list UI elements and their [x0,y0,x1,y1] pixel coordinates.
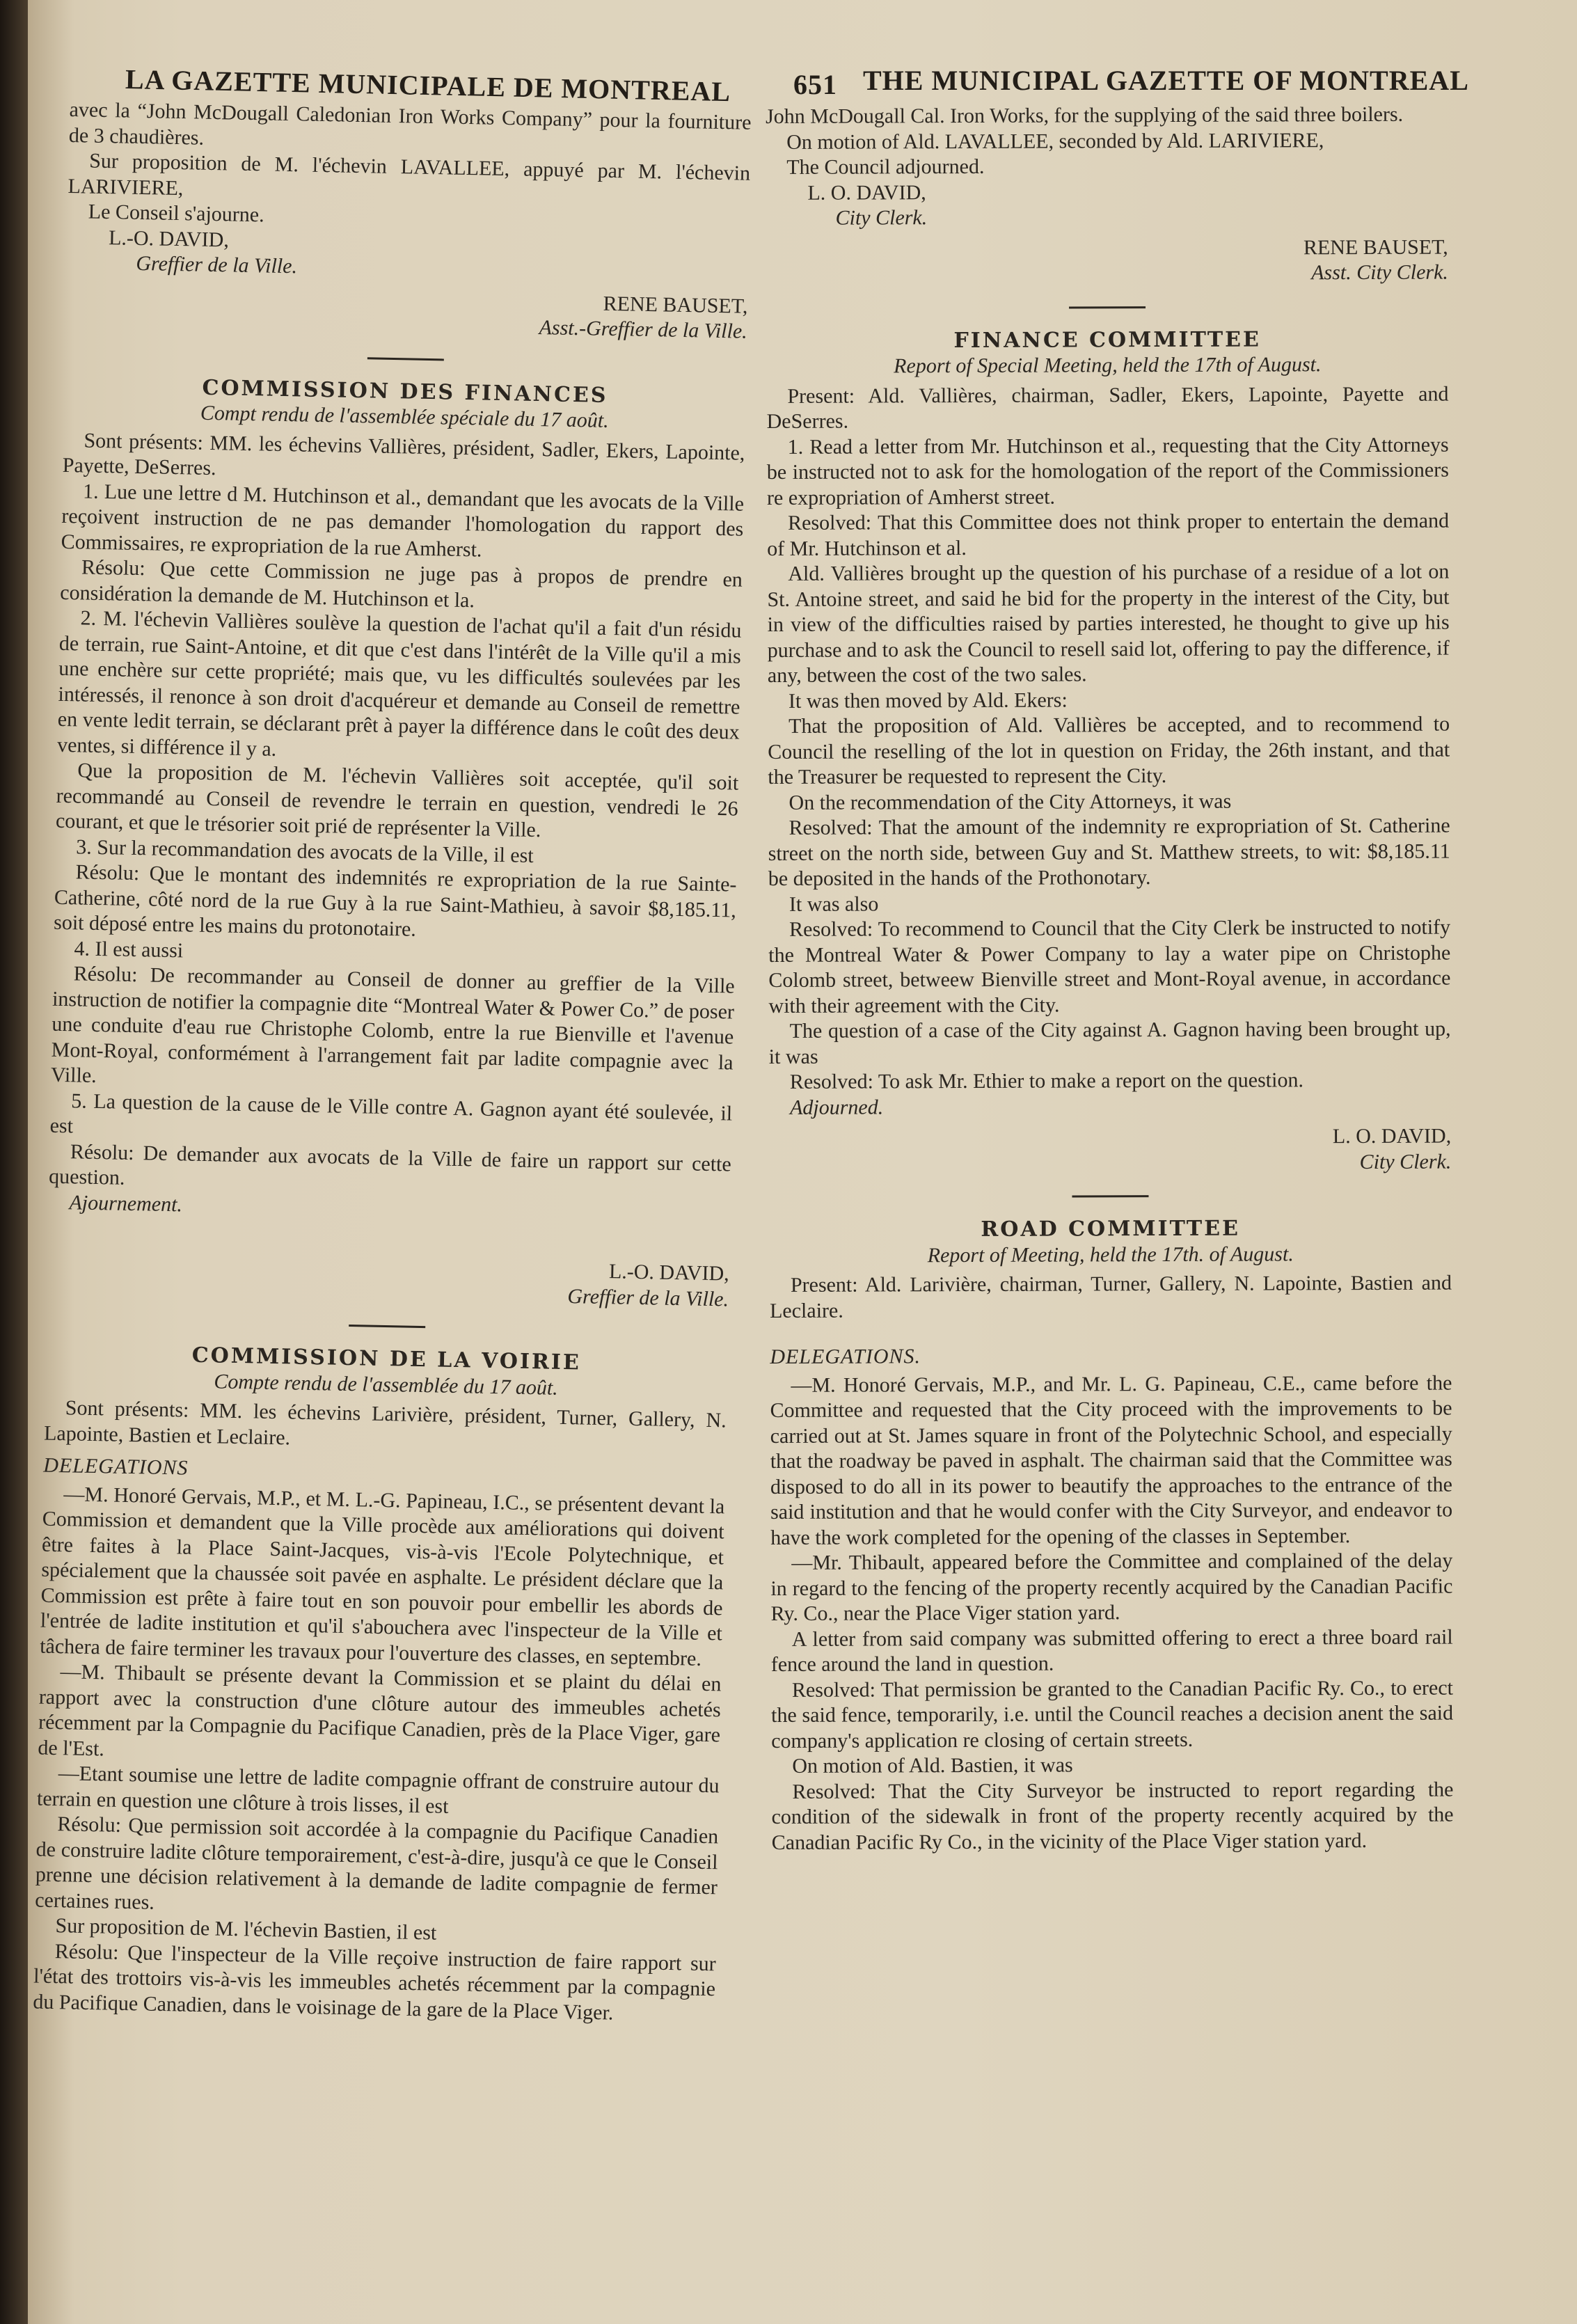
paragraph: Résolu: Que l'inspecteur de la Ville reçoive instruction de faire rapport sur l'état des trottoirs vis-à-vis les immeubles achetés récemment par la compagnie du Pacifique Canadien, dans le voisinage de la gare de la Place Viger. [33,1939,717,2025]
section-title: COMMISSION DE LA VOIRIE [191,1343,582,1375]
signature-clerk [47,1249,729,1313]
section-subtitle: Report of Meeting, held the 17th. of August. [927,1242,1294,1267]
paragraph: On motion of Ald. Bastien, it was [792,1753,1073,1778]
english-column [766,102,1454,1856]
paragraph: That the proposition of Ald. Vallières be accepted, and to recommend to Council the reselling of the lot in question on Friday, the 26th instant, and that the Treasurer be requested to represent the City. [768,712,1450,789]
paragraph: 2. M. l'échevin Vallières soulève la question de l'achat qu'il a fait d'un résidu de terrain, rue Saint-Antoine, et dit que c'est dans l'intérêt de la Ville qu'il a mis une enchère sur cette propriété; mais que, vu les difficultés soulevées par les intéressés, il renonce à son droit d'acquéreur et demande au Conseil de remettre en vente ledit terrain, se déclarant prêt à payer la différence dans le coût des deux ventes, si différence il y a. [56,606,742,761]
paragraph: Résolu: De recommander au Conseil de donner au greffier de la Ville instruction de notifier la compagnie dite “Montreal Water & Power Co.” de poser une conduite d'eau rue Christophe Colomb, entre la rue Bienville et l'avenue Mont-Royal, conformément à l'arrangement fait par ladite compagnie avec la Ville. [50,962,735,1087]
section-subtitle: Compt rendu de l'assemblée spéciale du 17 août. [200,401,609,432]
paragraph: Resolved: To ask Mr. Ethier to make a report on the question. [789,1068,1304,1093]
paragraph: 5. La question de la cause de le Ville contre A. Gagnon ayant été soulevée, il est [49,1089,733,1138]
page-number: 651 [793,69,837,100]
paragraph: Ald. Vallières brought up the question of his purchase of a residue of a lot on St. Antoine street, and said he bid for the property in the interest of the City, but in view of the difficulties raised by parties interested, he thought to give up his purchase and to ask the Council to resell said lot, offering to pay the difference, if any, between the cost of the two sales. [767,560,1450,687]
signature-title: City Clerk. [835,206,928,230]
paragraph: 4. Il est aussi [74,936,184,962]
signature-name: L. O. DAVID, [807,180,926,205]
section-divider [1072,1195,1148,1197]
paragraph: Resolved: To recommend to Council that the City Clerk be instructed to notify the Montreal Water & Power Company to lay a water pipe on Christophe Colomb street, betweew Bienville street and Mont-Royal avenue, in accordance with their agreement with the City. [768,915,1451,1018]
section-title: COMMISSION DES FINANCES [202,375,608,408]
paragraph: —Mr. Thibault, appeared before the Committee and complained of the delay in regard to the fencing of the property recently acquired by the Canadian Pacific Ry. Co., near the Place Viger station yard. [770,1549,1453,1625]
paragraph: 1. Read a letter from Mr. Hutchinson et al., requesting that the City Attorneys be instructed not to ask for the homologation of the report of the Commissioners re expropriation of Amherst street. [766,433,1449,509]
paragraph: Resolved: That this Committee does not think proper to entertain the demand of Mr. Hutchinson et al. [767,509,1450,560]
section-subtitle: Compte rendu de l'assemblée du 17 août. [214,1369,559,1400]
paragraph: Résolu: Que cette Commission ne juge pas à propos de prendre en considération la demande de M. Hutchinson et la. [60,555,743,612]
paragraph: 3. Sur la recommandation des avocats de la Ville, il est [76,835,534,867]
signature-clerk [807,178,1448,231]
paragraph: Résolu: De demander aux avocats de la Ville de faire un rapport sur cette question. [48,1139,732,1189]
section-title: ROAD COMMITTEE [981,1216,1240,1242]
section-divider [367,357,444,361]
header-french-title: LA GAZETTE MUNICIPALE DE MONTREAL [125,63,731,108]
signature-assistant-clerk [766,235,1448,287]
header-english-title: THE MUNICIPAL GAZETTE OF MONTREAL [863,65,1469,96]
paragraph: —M. Honoré Gervais, M.P., and Mr. L. G. Papineau, C.E., came before the Committee and requested that the City proceed with the improvements to be carried out at St. James square in front of the Polytechnic School, and especially that the roadway be paved in asphalt. The chairman said that the Committee was disposed to do all in its power to beautify the approaches to the entrance of the said institution and that he would confer with the City Surveyor, and endeavor to have the work completed for the opening of the classes in September. [770,1371,1453,1549]
paragraph: It was also [788,892,879,916]
delegations-heading: DELEGATIONS [42,1453,189,1480]
section-divider [1069,306,1146,308]
french-column [33,97,752,2027]
signature-title: Greffier de la Ville. [567,1284,729,1311]
paragraph: Résolu: Que permission soit accordée à la compagnie du Pacifique Canadien de construire ladite clôture temporairement, c'est-à-dire, jusqu'à ce que le Conseil prenne une décision relativement à la demande de ladite compagnie de fermer certaines rues. [34,1812,719,1914]
signature-name: RENE BAUSET, [603,292,748,318]
paragraph: Adjourned. [789,1095,884,1119]
gazette-page [28,0,1577,2324]
paragraph: John McDougall Cal. Iron Works, for the supplying of the said three boilers. [766,102,1404,128]
signature-title: Greffier de la Ville. [136,251,298,278]
book-gutter [0,0,28,2324]
paragraph: On motion of Ald. LAVALLEE, seconded by Ald. LARIVIERE, [786,128,1324,154]
paragraph: The Council adjourned. [786,155,985,179]
paragraph: On the recommendation of the City Attorneys, it was [788,789,1232,814]
paragraph: Resolved: That the City Surveyor be instructed to report regarding the condition of the sidewalk in front of the property recently acquired by the Canadian Pacific Ry Co., in the vicinity of the Place Viger station yard. [771,1778,1454,1854]
paragraph: —M. Honoré Gervais, M.P., et M. L.-G. Papineau, I.C., se présentent devant la Commission et demandent que la Ville procède aux améliorations qui doivent être faites à la Place Saint-Jacques, vis-à-vis l'Ecole Polytechnique, et spécialement que la chaussée soit pavée en asphalte. Le président déclare que la Commission est prête à faire tout en son pouvoir pour embellir les abords de l'entrée de ladite institution et qu'il s'abouchera avec l'inspecteur de la Ville et tâchera de faire terminer les travaux pour l'ouverture des classes, en septembre. [39,1482,725,1670]
signature-name: RENE BAUSET, [1303,235,1448,259]
paragraph: avec la “John McDougall Caledonian Iron Works Company” pour la fourniture de 3 chaudières. [68,97,752,150]
paragraph: Resolved: That the amount of the indemnity re expropriation of St. Catherine street on the north side, between Guy and St. Matthew streets, to wit: $8,185.11 be deposited in the hands of the Prothonotary. [768,814,1450,890]
signature-name: L. O. DAVID, [1332,1124,1452,1148]
paragraph: It was then moved by Ald. Ekers: [788,688,1068,713]
signature-title: Asst.-Greffier de la Ville. [539,316,748,343]
section-subtitle: Report of Special Meeting, held the 17th of August. [894,353,1322,378]
paragraph: Resolved: That permission be granted to the Canadian Pacific Ry. Co., to erect the said fence, temporarily, i.e. until the Council reaches a decision anent the said company's application re closing of certain streets. [771,1676,1454,1753]
paragraph: —Etant soumise une lettre de ladite compagnie offrant de construire autour du terrain en question une clôture à trois lisses, il est [36,1762,720,1818]
paragraph: Present: Ald. Larivière, chairman, Turner, Gallery, N. Lapointe, Bastien and Leclaire. [769,1271,1452,1322]
signature-name: L.-O. DAVID, [108,226,230,251]
paragraph: Le Conseil s'ajourne. [88,200,264,227]
paragraph: Que la proposition de M. l'échevin Vallières soit acceptée, qu'il soit recommandé au Conseil de revendre le terrain en question, vendredi le 26 courant, et que le trésorier soit prié de représenter la Ville. [55,759,739,842]
paragraph: Sont présents: MM. les échevins Vallières, président, Sadler, Ekers, Lapointe, Payette, DeSerres. [62,428,745,480]
paragraph: —M. Thibault se présente devant la Commission et se plaint du délai en rapport avec la construction d'une clôture autour des immeubles achetés récemment par la Compagnie du Pacifique Canadien, près de la Place Viger, gare de l'Est. [38,1660,722,1760]
paragraph: Résolu: Que le montant des indemnités re expropriation de la rue Sainte-Catherine, côté nord de la rue Guy à la rue Saint-Mathieu, à savoir $8,185.11, soit déposé entre les mains du protonotaire. [53,860,737,941]
paragraph: A letter from said company was submitted offering to erect a three board rail fence around the land in question. [770,1625,1453,1676]
signature-assistant-clerk [65,280,748,345]
paragraph: 1. Lue une lettre d M. Hutchinson et al., demandant que les avocats de la Ville reçoivent instruction de ne pas demander l'homologation du rapport des Commissaires, re expropriation de la rue Amherst. [61,479,745,561]
signature-clerk [769,1124,1451,1177]
section-title: FINANCE COMMITTEE [953,327,1261,353]
paragraph: Sur proposition de M. l'échevin LAVALLEE, appuyé par M. l'échevin LARIVIERE, [68,149,751,200]
section-divider [349,1325,425,1328]
signature-title: City Clerk. [1359,1150,1452,1173]
signature-title: Asst. City Clerk. [1311,260,1448,285]
paragraph: The question of a case of the City against A. Gagnon having been brought up, it was [768,1017,1451,1068]
paragraph: Sont présents: MM. les échevins Larivière, président, Turner, Gallery, N. Lapointe, Bastien et Leclaire. [43,1396,727,1449]
delegations-heading: DELEGATIONS. [770,1345,921,1368]
signature-name: L.-O. DAVID, [608,1260,730,1286]
paragraph: Ajournement. [69,1190,183,1216]
masthead [97,49,1489,108]
paragraph: Present: Ald. Vallières, chairman, Sadler, Ekers, Lapointe, Payette and DeSerres. [766,382,1449,433]
paragraph: Sur proposition de M. l'échevin Bastien, il est [55,1914,437,1945]
